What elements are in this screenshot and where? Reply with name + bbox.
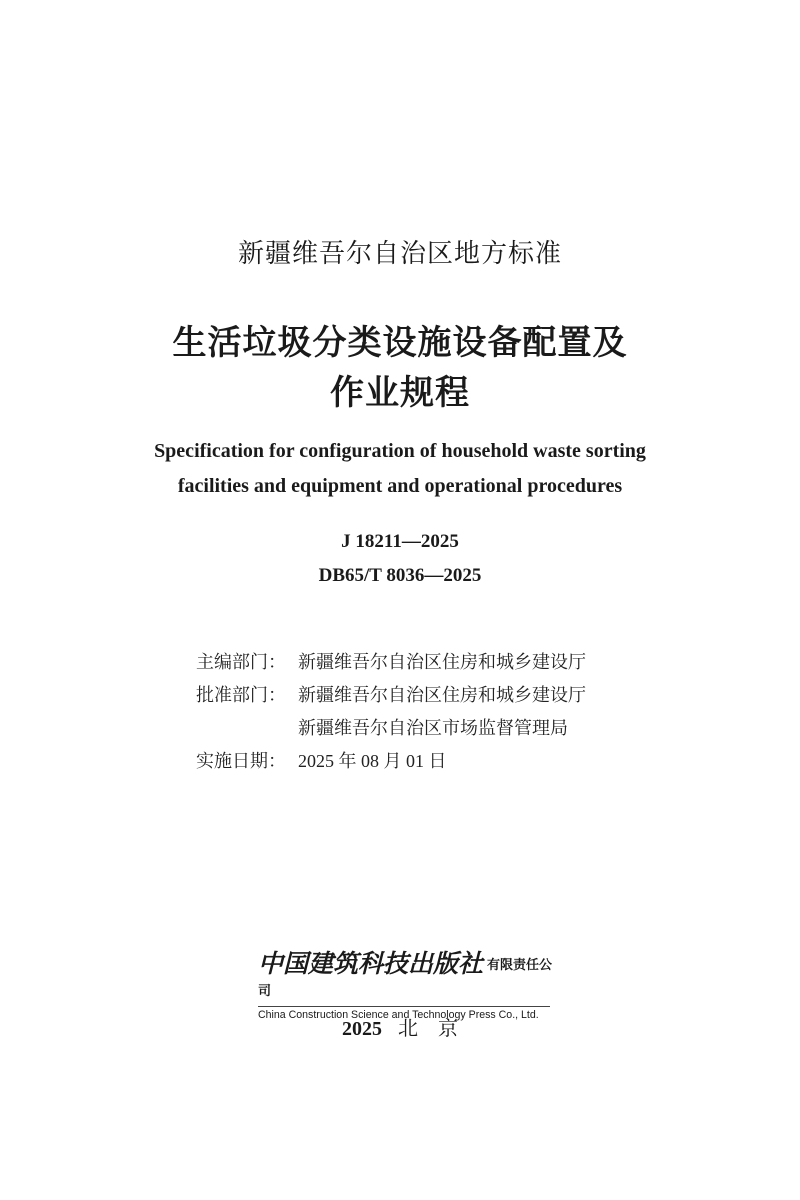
standard-type: 新疆维吾尔自治区地方标准 xyxy=(237,239,562,269)
approver-row xyxy=(196,679,586,712)
approver-value-2: 新疆维吾尔自治区市场监督管理局 xyxy=(298,718,568,739)
title-chinese-line-1: 生活垃圾分类设施设备配置及 xyxy=(172,323,628,363)
title-chinese xyxy=(0,318,800,418)
approver-row-2 xyxy=(196,712,586,745)
editor-value: 新疆维吾尔自治区住房和城乡建设厅 xyxy=(298,652,586,673)
editor-label: 主编部门： xyxy=(196,652,286,673)
imprint-city: 北 京 xyxy=(398,1016,458,1040)
imprint xyxy=(0,1012,800,1041)
publisher-name xyxy=(258,944,558,1002)
j-number: J 18211—2025 xyxy=(341,531,459,552)
publisher-logo-block xyxy=(258,944,558,1021)
date-label: 实施日期： xyxy=(196,751,286,772)
approver-label: 批准部门： xyxy=(196,685,286,706)
imprint-year: 2025 xyxy=(342,1018,382,1040)
approver-label-spacer xyxy=(196,712,298,745)
publisher-logo: 中国建筑科技出版社 xyxy=(258,949,484,978)
editor-row xyxy=(196,646,586,679)
publisher-name-english: China Construction Science and Technology Press Co., Ltd. xyxy=(258,1006,550,1021)
date-value: 2025 年 08 月 01 日 xyxy=(298,751,447,771)
title-english-line-2: facilities and equipment and operational procedures xyxy=(177,475,623,497)
title-english-line-1: Specification for configuration of household waste sorting xyxy=(154,440,646,462)
date-row xyxy=(196,745,586,778)
standard-info xyxy=(196,646,586,778)
db-number: DB65/T 8036—2025 xyxy=(318,565,482,586)
title-english xyxy=(0,434,800,504)
standard-codes xyxy=(0,525,800,593)
approver-value-1: 新疆维吾尔自治区住房和城乡建设厅 xyxy=(298,685,586,706)
publisher-name-suffix: 有限责任公司 xyxy=(258,958,553,999)
title-chinese-line-2: 作业规程 xyxy=(330,373,470,413)
